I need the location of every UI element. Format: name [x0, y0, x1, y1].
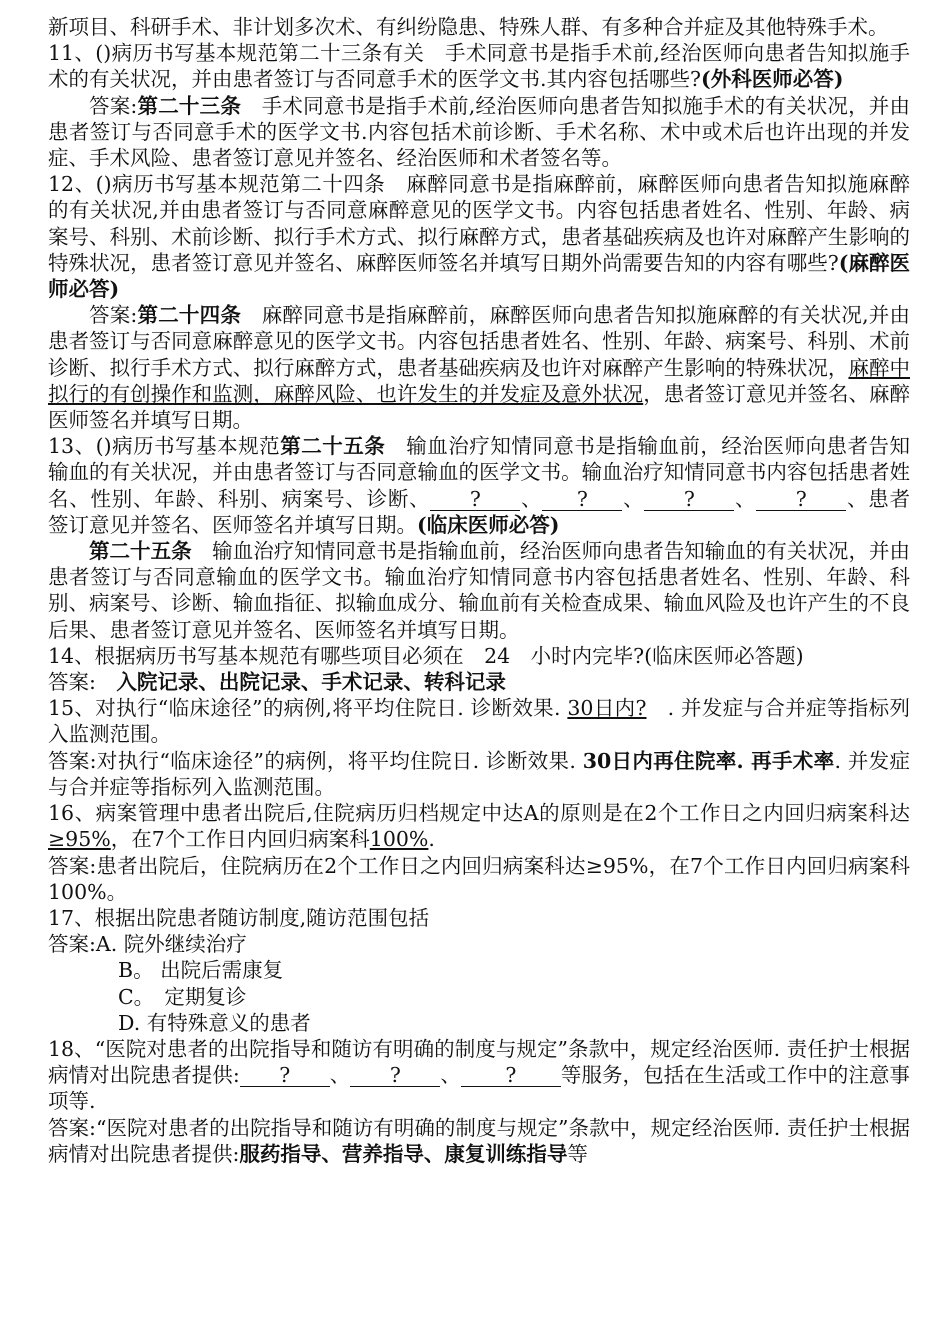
answer-16: 答案:患者出院后，住院病历在2个工作日之内回归病案科达≥95%，在7个工作日内回归病案科100%。 [48, 853, 910, 904]
question-16-u2: 100% [369, 827, 429, 852]
answer-18-end: 等 [567, 1141, 588, 1166]
question-12-text: 12、()病历书写基本规范第二十四条 麻醉同意书是指麻醉前，麻醉医师向患者告知拟施麻醉的有关状况,并由患者签订与否同意麻醉意见的医学文书。内容包括患者姓名、性别、年龄、病案号、科别、术前诊断、拟行手术方式、拟行麻醉方式，患者基础疾病及也许对麻醉产生影响的特殊状况，患者签订意见并签名、麻醉医师签名并填写日期外尚需要告知的内容有哪些? [48, 172, 910, 275]
answer-17-option-a: A. 院外继续治疗 [95, 932, 247, 957]
answer-13 [48, 538, 910, 643]
answer-12-prefix: 答案: [89, 303, 138, 328]
question-15 [48, 695, 910, 747]
answer-12-underlined: 麻醉中拟行的有创操作和监测，麻醉风险、也许发生的并发症及意外状况 [48, 355, 911, 406]
question-14: 14、根据病历书写基本规范有哪些项目必须在 24 小时内完毕?(临床医师必答题) [48, 643, 804, 668]
fill-blank-13-4: ? [756, 488, 846, 511]
question-15-post: . 并发症与合并症等指标列入监测范围。 [48, 696, 910, 747]
answer-13-article: 第二十五条 [89, 539, 192, 564]
question-15-blank: 30日内? [567, 696, 647, 721]
answer-13-text: 输血治疗知情同意书是指输血前，经治医师向患者告知输血的有关状况，并由患者签订与否同意输血的医学文书。输血治疗知情同意书内容包括患者姓名、性别、年龄、科别、病案号、诊断、输血指征、拟输血成分、输血前有关检查成果、输血风险及也许产生的不良后果、患者签订意见并签名、医师签名并填写日期。 [48, 539, 911, 642]
answer-12-article: 第二十四条 [137, 303, 242, 328]
answer-17-option-b: B。 出院后需康复 [118, 958, 284, 983]
question-11-tag: (外科医师必答) [701, 67, 844, 92]
fill-blank-18-3: ? [461, 1064, 561, 1087]
answer-12-text-2: ，患者签订意见并签名、麻醉医师签名并填写日期。 [48, 381, 911, 433]
question-11 [48, 40, 910, 92]
answer-17-prefix: 答案: [48, 932, 96, 957]
question-11-text: 11、()病历书写基本规范第二十三条有关 手术同意书是指手术前,经治医师向患者告知拟施手术的有关状况，并由患者签订与否同意手术的医学文书.其内容包括哪些? [48, 41, 910, 92]
separator: 、 [520, 486, 543, 511]
question-15-pre: 15、对执行“临床途径”的病例,将平均住院日. 诊断效果. [48, 696, 568, 721]
fill-blank-18-1: ? [240, 1064, 330, 1087]
question-16-pre: 16、病案管理中患者出院后,住院病历归档规定中达A的原则是在2个工作日之内回归病案科达 [48, 801, 910, 826]
fill-blank-13-1: ? [430, 488, 520, 511]
answer-11 [48, 93, 910, 172]
answer-15-bold: 30日内再住院率. 再手术率 [582, 748, 835, 773]
answer-11-article: 第二十三条 [137, 93, 242, 118]
answer-15-prefix: 答案:对执行“临床途径”的病例，将平均住院日. 诊断效果. [48, 748, 583, 773]
answer-18-bold: 服药指导、营养指导、康复训练指导 [239, 1141, 568, 1166]
question-12 [48, 171, 910, 302]
question-18 [48, 1036, 910, 1115]
answer-12 [48, 302, 910, 433]
question-16-u1: ≥95% [48, 827, 111, 852]
answer-14 [48, 669, 910, 695]
answer-17-option-d: D. 有特殊意义的患者 [118, 1010, 311, 1035]
question-16 [48, 800, 910, 852]
question-16-end: . [428, 827, 435, 852]
fill-blank-13-2: ? [542, 488, 622, 511]
answer-14-text: 入院记录、出院记录、手术记录、转科记录 [95, 670, 506, 695]
question-13-post: 输血治疗知情同意书是指输血前，经治医师向患者告知输血的有关状况，并由患者签订与否同意输血的医学文书。输血治疗知情同意书内容包括患者姓名、性别、年龄、科别、病案号、诊断、 [48, 434, 911, 511]
fill-blank-18-2: ? [350, 1064, 440, 1087]
question-17: 17、根据出院患者随访制度,随访范围包括 [48, 905, 430, 930]
q10-tail: 新项目、科研手术、非计划多次术、有纠纷隐患、特殊人群、有多种合并症及其他特殊手术。 [48, 15, 889, 39]
answer-15-post: . 并发症与合并症等指标列入监测范围。 [48, 748, 910, 799]
separator: 、 [440, 1063, 461, 1088]
answer-17-option-c: C。 定期复诊 [118, 984, 247, 1009]
answer-18 [48, 1115, 910, 1167]
answer-17 [48, 931, 910, 957]
answer-15 [48, 748, 910, 800]
answer-11-text: 手术同意书是指手术前,经治医师向患者告知拟施手术的有关状况，并由患者签订与否同意手术的医学文书.内容包括术前诊断、手术名称、术中或术后也许出现的并发症、手术风险、患者签订意见并签名、经治医师和术者签名等。 [48, 93, 910, 171]
question-12-tag: (麻醉医师必答) [48, 250, 910, 302]
question-16-mid: ，在7个工作日内回归病案科 [110, 827, 370, 852]
question-13-pre: 13、()病历书写基本规范 [48, 434, 281, 459]
fill-blank-13-3: ? [644, 488, 734, 511]
question-13-end: 、患者签订意见并签名、医师签名并填写日期。 [48, 486, 911, 537]
answer-14-prefix: 答案: [48, 670, 96, 695]
question-18-pre: 18、“医院对患者的出院指导和随访有明确的制度与规定”条款中，规定经治医师. 责任护士根据病情对出院患者提供: [48, 1036, 910, 1088]
separator: 、 [329, 1063, 351, 1088]
question-18-post: 等服务，包括在生活或工作中的注意事项等. [48, 1063, 911, 1114]
answer-11-prefix: 答案: [89, 93, 138, 118]
question-13-article: 第二十五条 [280, 434, 386, 459]
question-13 [48, 433, 910, 538]
answer-12-text-1: 麻醉同意书是指麻醉前，麻醉医师向患者告知拟施麻醉的有关状况,并由患者签订与否同意麻醉意见的医学文书。内容包括患者姓名、性别、年龄、病案号、科别、术前诊断、拟行手术方式、拟行麻醉方式，患者基础疾病及也许对麻醉产生影响的特殊状况， [48, 303, 910, 380]
answer-18-text: 答案:“医院对患者的出院指导和随访有明确的制度与规定”条款中，规定经治医师. 责任护士根据病情对出院患者提供: [48, 1115, 910, 1166]
separator: 、 [622, 486, 645, 511]
question-13-tag: (临床医师必答) [417, 512, 560, 537]
separator: 、 [734, 486, 757, 511]
